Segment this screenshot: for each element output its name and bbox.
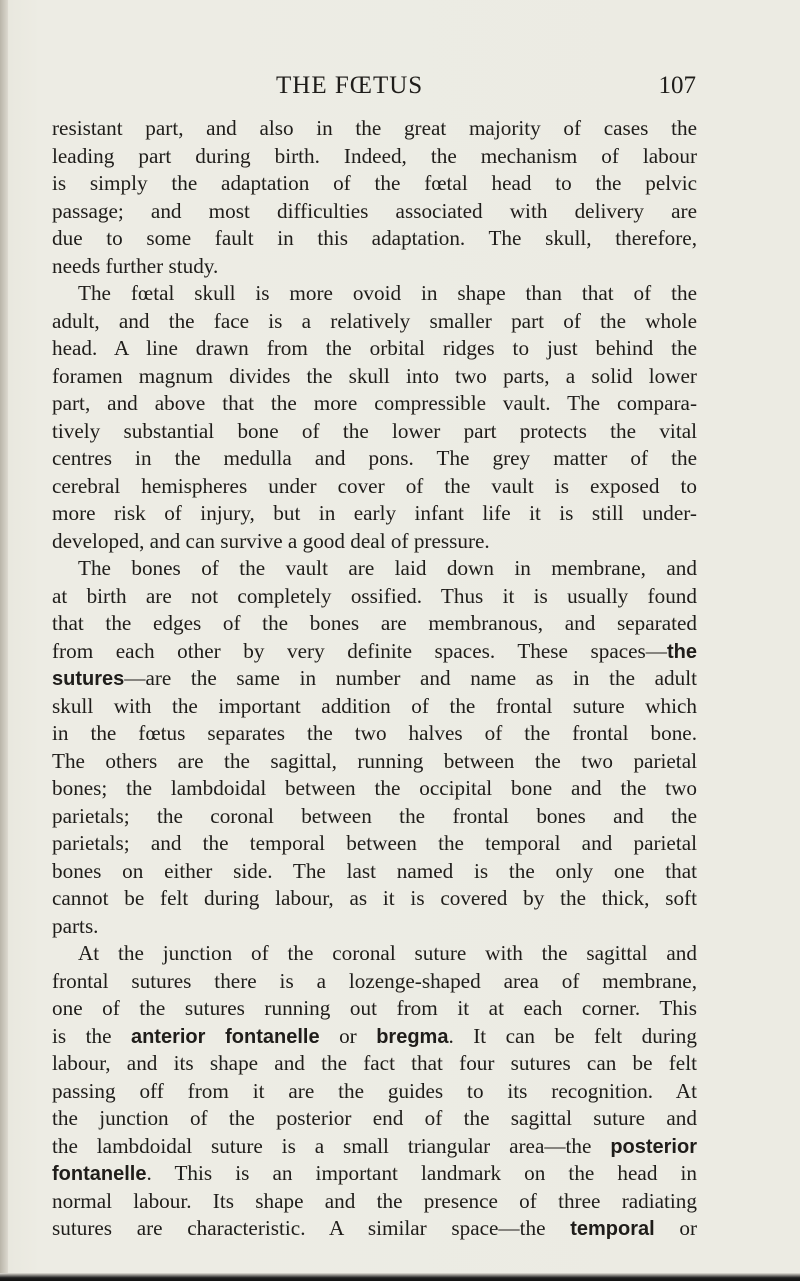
text-segment: at birth are not completely ossified. Thus it is usually found: [52, 583, 697, 608]
text-line: [52, 968, 697, 996]
text-segment: tively substantial bone of the lower part protects the vital: [52, 418, 697, 443]
text-line: [52, 583, 697, 611]
text-line: [52, 335, 697, 363]
text-line: [52, 940, 697, 968]
text-line: [52, 170, 697, 198]
text-line: [52, 555, 697, 583]
text-segment: resistant part, and also in the great majority of cases the: [52, 116, 697, 140]
text-segment: The bones of the vault are laid down in membrane, and: [78, 556, 697, 580]
text-line: [52, 473, 697, 501]
text-line: [52, 1078, 697, 1106]
text-segment: one of the sutures running out from it at each corner. This: [52, 996, 697, 1020]
text-segment: The fœtal skull is more ovoid in shape than that of the: [78, 281, 697, 305]
text-segment: head. A line drawn from the orbital ridges to just behind the: [52, 336, 697, 360]
text-line: [52, 995, 697, 1023]
text-segment: the junction of the posterior end of the sagittal suture and: [52, 1106, 697, 1130]
text-segment: The others are the sagittal, running between the two parietal: [52, 748, 697, 773]
text-line: [52, 390, 697, 418]
page-gutter-shadow: [0, 0, 8, 1281]
text-segment: cannot be felt during labour, as it is covered by the thick, soft: [52, 886, 697, 910]
text-line: [52, 445, 697, 473]
text-line: [52, 198, 697, 226]
text-line: [52, 693, 697, 721]
text-line: [52, 1050, 697, 1078]
text-line: [52, 418, 697, 446]
text-line: [52, 1023, 697, 1051]
text-line: [52, 885, 697, 913]
text-segment: passage; and most difficulties associated with delivery are: [52, 198, 697, 223]
text-segment: that the edges of the bones are membranous, and separated: [52, 611, 697, 635]
text-segment: part, and above that the more compressible vault. The compara-: [52, 391, 697, 415]
text-segment: centres in the medulla and pons. The grey matter of the: [52, 446, 697, 470]
text-line: [52, 143, 697, 171]
page-header: [276, 72, 696, 112]
text-segment: bones; the lambdoidal between the occipital bone and the two: [52, 776, 697, 800]
text-line: [52, 280, 697, 308]
text-segment: parts.: [52, 913, 99, 938]
text-segment: more risk of injury, but in early infant life it is still under-: [52, 501, 697, 525]
text-line: [52, 913, 697, 941]
running-head: THE FŒTUS: [276, 72, 424, 99]
bold-term: posterior: [610, 1135, 697, 1158]
text-segment: sutures are characteristic. A similar space—the: [52, 1216, 571, 1240]
text-segment: cerebral hemispheres under cover of the vault is exposed to: [52, 473, 697, 498]
text-segment: in the fœtus separates the two halves of the frontal bone.: [52, 721, 697, 745]
text-segment: is simply the adaptation of the fœtal head to the pelvic: [52, 171, 697, 195]
text-line: [52, 1160, 697, 1188]
text-line: [52, 665, 697, 693]
text-line: [52, 638, 697, 666]
text-line: [52, 775, 697, 803]
text-segment: At the junction of the coronal suture with the sagittal and: [78, 941, 697, 965]
text-line: [52, 308, 697, 336]
text-line: [52, 500, 697, 528]
text-line: [52, 858, 697, 886]
bold-term: anterior fontanelle: [130, 1025, 320, 1048]
text-segment: or: [319, 1023, 377, 1048]
text-segment: needs further study.: [52, 253, 219, 278]
text-segment: . This is an important landmark on the head in: [146, 1161, 697, 1185]
text-segment: skull with the important addition of the frontal suture which: [52, 693, 697, 718]
text-line: [52, 253, 697, 281]
text-segment: leading part during birth. Indeed, the mechanism of labour: [52, 143, 697, 168]
text-segment: . It can be felt during: [448, 1023, 697, 1048]
text-segment: or: [654, 1216, 697, 1240]
text-segment: from each other by very definite spaces. These spaces—: [52, 638, 667, 663]
text-line: [52, 610, 697, 638]
text-segment: labour, and its shape and the fact that four sutures can be felt: [52, 1051, 697, 1075]
text-segment: parietals; and the temporal between the temporal and parietal: [52, 831, 697, 855]
text-segment: the lambdoidal suture is a small triangular area—the: [52, 1133, 611, 1158]
text-line: [52, 720, 697, 748]
text-line: [52, 1105, 697, 1133]
text-line: [52, 225, 697, 253]
text-line: [52, 1215, 697, 1243]
bold-term: sutures: [52, 668, 125, 690]
text-line: [52, 748, 697, 776]
text-segment: is the: [52, 1023, 131, 1048]
text-segment: passing off from it are the guides to its recognition. At: [52, 1078, 697, 1103]
text-segment: bones on either side. The last named is the only one that: [52, 858, 697, 883]
text-segment: normal labour. Its shape and the presence of three radiating: [52, 1188, 697, 1213]
text-line: [52, 803, 697, 831]
bold-term: temporal: [570, 1218, 655, 1240]
text-line: [52, 115, 697, 143]
text-segment: developed, and can survive a good deal of pressure.: [52, 528, 490, 553]
bold-term: fontanelle: [52, 1163, 147, 1185]
bold-term: bregma: [376, 1025, 449, 1048]
text-line: [52, 363, 697, 391]
text-segment: parietals; the coronal between the frontal bones and the: [52, 803, 697, 828]
text-line: [52, 1133, 697, 1161]
text-segment: frontal sutures there is a lozenge-shaped area of membrane,: [52, 968, 697, 993]
page-number: 107: [658, 72, 696, 99]
text-line: [52, 830, 697, 858]
page-bottom-edge: [0, 1273, 800, 1281]
text-line: [52, 1188, 697, 1216]
text-line: [52, 528, 697, 556]
text-segment: adult, and the face is a relatively smaller part of the whole: [52, 308, 697, 333]
bold-term: the: [667, 640, 697, 663]
text-segment: foramen magnum divides the skull into two parts, a solid lower: [52, 363, 697, 388]
text-segment: due to some fault in this adaptation. The skull, therefore,: [52, 226, 697, 250]
text-segment: —are the same in number and name as in the adult: [124, 666, 697, 690]
body-text: [52, 115, 697, 1243]
